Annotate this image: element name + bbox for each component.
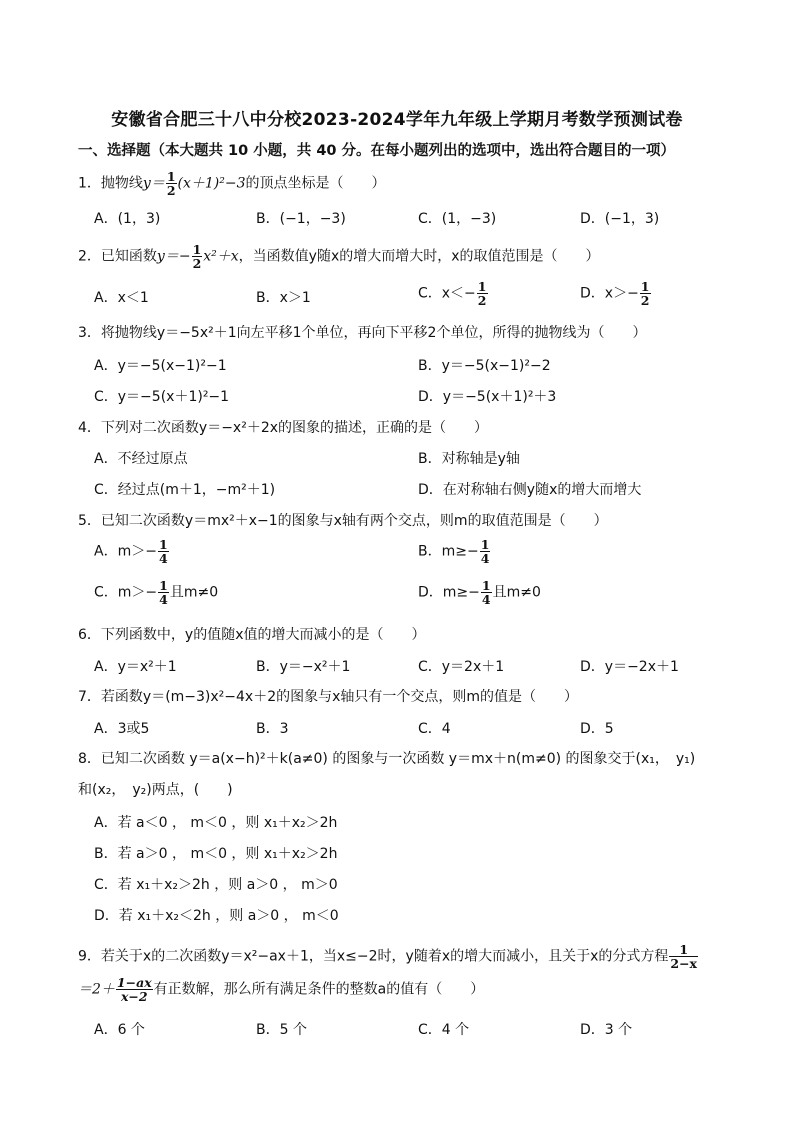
option-d[interactable]: D．在对称轴右侧y随x的增大而增大 bbox=[418, 482, 642, 498]
option-b[interactable]: B．3 bbox=[256, 721, 289, 737]
question-text: 已知函数 bbox=[100, 248, 157, 265]
equation: (x＋1)²−3 bbox=[177, 175, 246, 192]
option-b[interactable]: B．(−1，−3) bbox=[256, 211, 346, 227]
page-title: 安徽省合肥三十八中分校2023-2024学年九年级上学期月考数学预测试卷 bbox=[111, 110, 683, 130]
option-a[interactable]: A．6 个 bbox=[94, 1022, 145, 1038]
option-c[interactable]: C．4 bbox=[418, 721, 451, 737]
question-text: ，当函数值y随x的增大而增大时，x的取值范围是（ ） bbox=[238, 248, 600, 265]
fraction: $\frac{1}{2}$ bbox=[192, 242, 202, 271]
option-b[interactable]: B．5 个 bbox=[256, 1022, 307, 1038]
option-a[interactable]: A．y＝x²＋1 bbox=[94, 659, 177, 675]
option-d[interactable]: D．y＝−2x＋1 bbox=[580, 659, 679, 675]
fraction: $\frac{1}{2}$ bbox=[477, 279, 487, 308]
question-text: 有正数解，那么所有满足条件的整数a的值有（ ） bbox=[153, 981, 485, 998]
option-d[interactable]: D．m≥− $\frac{1}{4}$ 且m≠0 bbox=[418, 578, 541, 607]
question-9 bbox=[78, 943, 699, 970]
option-b[interactable]: B．若 a＞0 ， m＜0 ，则 x₁＋x₂＞2h bbox=[94, 846, 338, 862]
question-text: 9．若关于x的二次函数y＝x²−ax＋1，当x≤−2时，y随着x的增大而减小，且关于x的分式方程 bbox=[78, 948, 669, 965]
option-c[interactable]: C．若 x₁＋x₂＞2h ，则 a＞0 ， m＞0 bbox=[94, 877, 338, 893]
option-a[interactable]: A．不经过原点 bbox=[94, 451, 188, 467]
fraction: $\frac{1}{2-x}$ bbox=[670, 942, 698, 971]
option-a[interactable]: A．y＝−5(x−1)²−1 bbox=[94, 358, 227, 374]
option-c[interactable]: C．x＜− $\frac{1}{2}$ bbox=[418, 279, 487, 308]
question-1 bbox=[78, 170, 386, 197]
question-8-cont: 和(x₂， y₂)两点，( ) bbox=[78, 782, 233, 798]
equation: y＝ bbox=[142, 175, 165, 192]
fraction: $\frac{1}{2}$ bbox=[166, 169, 176, 198]
option-a[interactable]: A．m＞− $\frac{1}{4}$ bbox=[94, 537, 168, 566]
option-a[interactable]: A．(1，3) bbox=[94, 211, 161, 227]
question-7: 7．若函数y＝(m−3)x²−4x＋2的图象与x轴只有一个交点，则m的值是（ ） bbox=[78, 689, 579, 705]
question-4: 4．下列对二次函数y＝−x²＋2x的图象的描述，正确的是（ ） bbox=[78, 420, 489, 436]
question-number: 1． bbox=[78, 175, 101, 192]
question-8: 8．已知二次函数 y＝a(x−h)²＋k(a≠0) 的图象与一次函数 y＝mx＋n(m≠0) 的图象交于(x₁， y₁) bbox=[78, 751, 696, 767]
question-9-cont bbox=[78, 976, 484, 1003]
option-d[interactable]: D．5 bbox=[580, 721, 614, 737]
question-6: 6．下列函数中，y的值随x值的增大而减小的是（ ） bbox=[78, 627, 426, 643]
option-a[interactable]: A．若 a＜0 ， m＜0 ，则 x₁＋x₂＞2h bbox=[94, 815, 338, 831]
option-c[interactable]: C．经过点(m＋1，−m²＋1) bbox=[94, 482, 276, 498]
fraction: $\frac{1}{4}$ bbox=[481, 578, 491, 607]
option-d[interactable]: D．y＝−5(x＋1)²＋3 bbox=[418, 389, 557, 405]
option-c[interactable]: C．y＝2x＋1 bbox=[418, 659, 505, 675]
option-b[interactable]: B．m≥− $\frac{1}{4}$ bbox=[418, 537, 490, 566]
option-c[interactable]: C．y＝−5(x＋1)²−1 bbox=[94, 389, 230, 405]
option-d[interactable]: D．3 个 bbox=[580, 1022, 633, 1038]
question-3: 3．将抛物线y＝−5x²＋1向左平移1个单位，再向下平移2个单位，所得的抛物线为（ ） bbox=[78, 325, 647, 341]
option-b[interactable]: B．y＝−5(x−1)²−2 bbox=[418, 358, 551, 374]
option-a[interactable]: A．x＜1 bbox=[94, 290, 149, 306]
question-text: 的顶点坐标是（ ） bbox=[245, 175, 386, 192]
section-heading: 一、选择题（本大题共 10 小题，共 40 分。在每小题列出的选项中，选出符合题目的一项） bbox=[78, 143, 676, 159]
option-d[interactable]: D．x＞− $\frac{1}{2}$ bbox=[580, 279, 650, 308]
option-b[interactable]: B．y＝−x²＋1 bbox=[256, 659, 351, 675]
equation: y＝− bbox=[156, 248, 191, 265]
option-c[interactable]: C．4 个 bbox=[418, 1022, 470, 1038]
option-c[interactable]: C．(1，−3) bbox=[418, 211, 497, 227]
option-b[interactable]: B．x＞1 bbox=[256, 290, 311, 306]
fraction: $\frac{1}{4}$ bbox=[480, 537, 490, 566]
option-c[interactable]: C．m＞− $\frac{1}{4}$ 且m≠0 bbox=[94, 578, 219, 607]
fraction: $\frac{1}{2}$ bbox=[640, 279, 650, 308]
equation: x²＋x bbox=[203, 248, 239, 265]
option-d[interactable]: D．(−1，3) bbox=[580, 211, 660, 227]
option-b[interactable]: B．对称轴是y轴 bbox=[418, 451, 520, 467]
equation: ＝2＋ bbox=[78, 981, 115, 998]
fraction: $\frac{1-ax}{x-2}$ bbox=[116, 975, 152, 1004]
fraction: $\frac{1}{4}$ bbox=[158, 537, 168, 566]
question-2 bbox=[78, 243, 600, 270]
question-5: 5．已知二次函数y＝mx²＋x−1的图象与x轴有两个交点，则m的取值范围是（ ） bbox=[78, 513, 608, 529]
option-a[interactable]: A．3或5 bbox=[94, 721, 150, 737]
question-number: 2． bbox=[78, 248, 101, 265]
option-d[interactable]: D．若 x₁＋x₂＜2h ，则 a＞0 ， m＜0 bbox=[94, 908, 339, 924]
question-text: 抛物线 bbox=[100, 175, 143, 192]
fraction: $\frac{1}{4}$ bbox=[159, 578, 168, 607]
